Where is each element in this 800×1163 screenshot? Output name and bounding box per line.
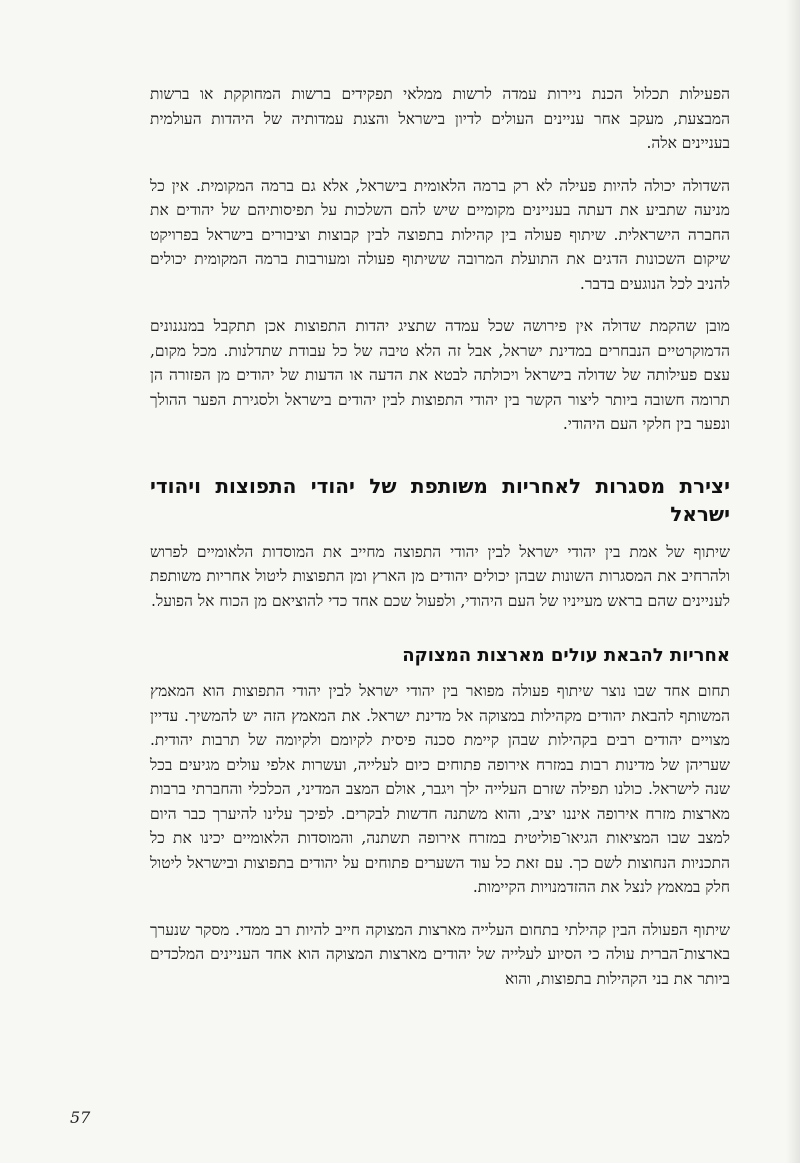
body-paragraph-3: מובן שהקמת שדולה אין פירושה שכל עמדה שתציג יהדות התפוצות אכן תתקבל במנגנונים הדמוקרטיים הנבחרים במדינת ישראל, אבל זה הלא טיבה של כל עבודת שתדלנות. מכל מקום, עצם פעילותה של שדולה בישראל ויכולתה לבטא את הדעה או הדעות של יהודים מן הפזורה הן תרומה חשובה ביותר ליצור הקשר בין יהודי התפוצות לבין יהודים בישראל ולסגירת הפער ההולך ונפער בין חלקי העם היהודי. [150, 317, 730, 433]
section-heading: יצירת מסגרות לאחריות משותפת של יהודי התפוצות ויהודי ישראל [150, 473, 730, 526]
body-paragraph-4: שיתוף של אמת בין יהודי ישראל לבין יהודי התפוצה מחייב את המוסדות הלאומיים לפרוש ולהרחיב את המסגרות השונות שבהן יכולים יהודים מן הארץ ומן התפוצות ליטול אחריות משותפת לעניינים שהם בראש מעייניו של העם היהודי, ולפעול שכם אחד כדי להוציאם מן הכוח אל הפועל. [150, 542, 730, 610]
body-paragraph-6: שיתוף הפעולה הבין קהילתי בתחום העלייה מארצות המצוקה חייב להיות רב ממדי. מסקר שנערך בארצות־הברית עולה כי הסיוע לעלייה של יהודים מארצות המצוקה הוא אחד העניינים המלכדים ביותר את בני הקהילות בתפוצות, והוא [150, 920, 730, 988]
body-paragraph-5: תחום אחד שבו נוצר שיתוף פעולה מפואר בין יהודי ישראל לבין יהודי התפוצות הוא המאמץ המשותף להבאת יהודים מקהילות במצוקה אל מדינת ישראל. את המאמץ הזה יש להמשיך. עדיין מצויים יהודים רבים בקהילות שבהן קיימת סכנה פיסית לקיומם ולקיומה של תרבות יהודית. שעריהן של מדינות רבות במזרח אירופה פתוחים כיום לעלייה, ועשרות אלפי עולים מגיעים בכל שנה לישראל. כולנו תפילה שזרם העלייה ילך ויגבר, אולם המצב המדיני, הכלכלי והחברתי ברבות מארצות מזרח אירופה איננו יציב, והוא משתנה חדשות לבקרים. לפיכך עלינו להיערך כבר היום למצב שבו המציאות הגיאו־פוליטית במזרח אירופה תשתנה, והמוסדות הלאומיים יכינו את כל התכניות הנחוצות לשם כך. עם זאת כל עוד השערים פתוחים על יהודים בתפוצות ובישראל ליטול חלק במאמץ לנצל את ההזדמנויות הקיימות. [150, 682, 730, 896]
subsection-heading: אחריות להבאת עולים מארצות המצוקה [402, 645, 730, 666]
body-paragraph-2: השדולה יכולה להיות פעילה לא רק ברמה הלאומית בישראל, אלא גם ברמה המקומית. אין כל מניעה שתביע את דעתה בעניינים מקומיים שיש להם השלכות על תפיסותיהם של יהודים את החברה הישראלית. שיתוף פעולה בין קהילות בתפוצה לבין קבוצות וציבורים בישראל בפרויקט שיקום השכונות הדגים את התועלת המרובה ששיתוף פעולה ומעורבות ברמה המקומית יכולים להניב לכל הנוגעים בדבר. [150, 176, 730, 293]
body-paragraph-1: הפעילות תכלול הכנת ניירות עמדה לרשות ממלאי תפקידים ברשות המחוקקת או ברשות המבצעת, מעקב אחר עניינים העולים לדיון בישראל והצגת עמדותיה של היהדות העולמית בעניינים אלה. [150, 85, 730, 152]
page-content [150, 82, 730, 991]
page-number: 57 [70, 1108, 91, 1127]
